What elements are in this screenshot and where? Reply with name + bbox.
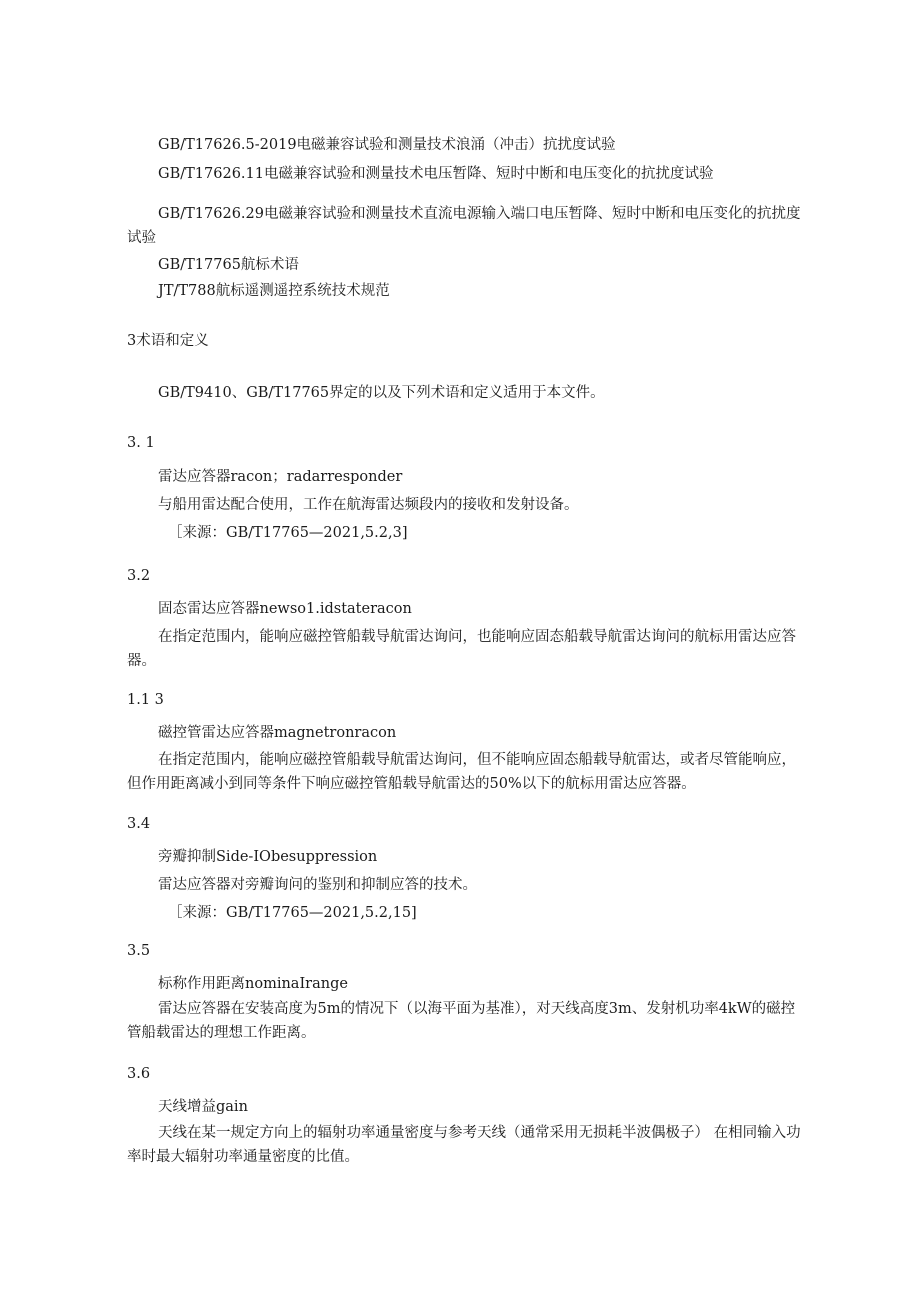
term-title: 固态雷达应答器newso1.idstateracon — [158, 601, 412, 617]
term-title: 雷达应答器racon；radarresponder — [158, 469, 403, 485]
reference-item: GB/T17626.11电磁兼容试验和测量技术电压暂降、短时中断和电压变化的抗扰度试验 — [158, 166, 714, 182]
term-title: 旁瓣抑制Side-IObesuppression — [158, 849, 378, 865]
term-number: 3.2 — [127, 568, 151, 584]
term-number: 3.6 — [127, 1066, 151, 1082]
term-definition: 在指定范围内，能响应磁控管船载导航雷达询问，也能响应固态船载导航雷达询问的航标用雷达应答器。 — [127, 629, 796, 669]
reference-item: JT/T788航标遥测遥控系统技术规范 — [158, 283, 390, 299]
term-title: 天线增益gain — [158, 1099, 248, 1115]
section-intro: GB/T9410、GB/T17765界定的以及下列术语和定义适用于本文件。 — [158, 385, 605, 401]
term-definition: 天线在某一规定方向上的辐射功率通量密度与参考天线（通常采用无损耗半波偶极子） 在相同输入功率时最大辐射功率通量密度的比值。 — [127, 1125, 801, 1165]
term-title: 磁控管雷达应答器magnetronracon — [158, 725, 397, 741]
reference-item: GB/T17626.29电磁兼容试验和测量技术直流电源输入端口电压暂降、短时中断和电压变化的抗扰度试验 — [127, 206, 801, 246]
term-title: 标称作用距离nominaIrange — [158, 976, 348, 992]
term-definition: 雷达应答器对旁瓣询问的鉴别和抑制应答的技术。 — [158, 877, 477, 893]
term-number: 3. 1 — [127, 435, 155, 451]
term-definition: 在指定范围内，能响应磁控管船载导航雷达询问，但不能响应固态船载导航雷达，或者尽管能响应，但作用距离减小到同等条件下响应磁控管船载导航雷达的50%以下的航标用雷达应答器。 — [127, 752, 796, 792]
section-heading: 3术语和定义 — [127, 333, 209, 349]
reference-item: GB/T17626.5-2019电磁兼容试验和测量技术浪涌（冲击）抗扰度试验 — [158, 137, 616, 153]
term-number: 3.4 — [127, 816, 151, 832]
reference-item: GB/T17765航标术语 — [158, 257, 299, 273]
term-number: 1.1 3 — [127, 692, 164, 708]
term-source: ［来源：GB/T17765—2021,5.2,15] — [168, 905, 417, 921]
term-definition: 雷达应答器在安装高度为5m的情况下（以海平面为基准），对天线高度3m、发射机功率4kW的磁控管船载雷达的理想工作距离。 — [127, 1001, 796, 1041]
term-number: 3.5 — [127, 943, 151, 959]
term-source: ［来源：GB/T17765—2021,5.2,3] — [168, 525, 408, 541]
term-definition: 与船用雷达配合使用，工作在航海雷达频段内的接收和发射设备。 — [158, 497, 579, 513]
